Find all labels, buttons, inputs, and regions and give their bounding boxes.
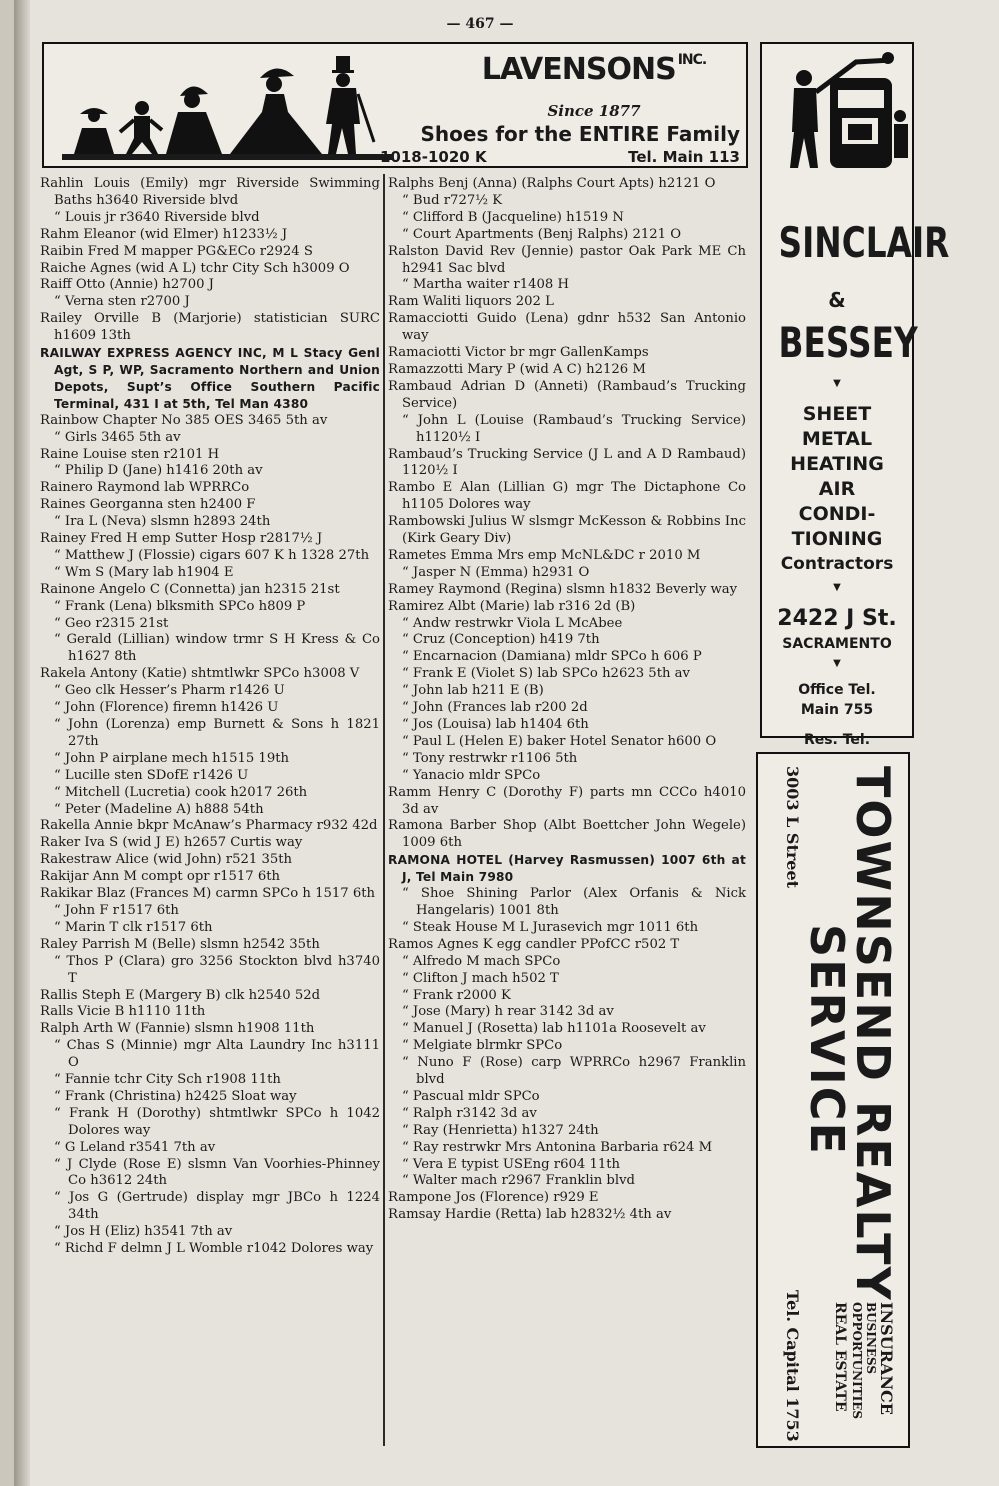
directory-entry: “ Paul L (Helen E) baker Hotel Senator h600 O <box>402 733 717 749</box>
directory-entry: Rambo E Alan (Lillian G) mgr The Dictaphone Co h1105 Dolores way <box>388 480 746 513</box>
directory-entry: Rakikar Blaz (Frances M) carmn SPCo h 1517 6th <box>40 886 376 902</box>
directory-entry: “ Ralph r3142 3d av <box>402 1105 537 1121</box>
address-line <box>380 148 740 166</box>
directory-entry: “ Thos P (Clara) gro 3256 Stockton blvd h3740 T <box>54 953 380 986</box>
directory-entry: “ Frank r2000 K <box>402 987 511 1003</box>
directory-entry: “ Jasper N (Emma) h2931 O <box>402 564 590 580</box>
directory-entry: “ Wm S (Mary lab h1904 E <box>54 564 234 580</box>
directory-entry: “ Mitchell (Lucretia) cook h2017 26th <box>54 784 308 800</box>
since-year: Since 1877 <box>547 102 641 120</box>
business-listing: RAILWAY EXPRESS AGENCY INC, M L Stacy Genl Agt, S P, WP, Sacramento Northern and Union Depots, Supt’s Office Southern Pacific Terminal, 431 I at 5th, Tel Man 4380 <box>40 346 380 411</box>
directory-entry: “ Encarnacion (Damiana) mldr SPCo h 606 P <box>402 649 702 665</box>
directory-entry: “ Nuno F (Rose) carp WPRRCo h2967 Franklin blvd <box>402 1055 746 1088</box>
directory-entry: Raibin Fred M mapper PG&ECo r2924 S <box>40 243 313 259</box>
directory-entry: Ram Waliti liquors 202 L <box>388 294 554 310</box>
office-phone-block <box>762 680 912 720</box>
directory-entry: “ Vera E typist USEng r604 11th <box>402 1156 621 1172</box>
real-estate-label: REAL ESTATE <box>832 1302 848 1412</box>
left-listing-column <box>40 176 380 1258</box>
page-number: — 467 — <box>446 16 514 32</box>
office-tel-number: Main 755 <box>800 702 874 718</box>
townsend-street: 3003 L Street <box>783 766 802 889</box>
directory-entry: Raine Louise sten r2101 H <box>40 446 220 462</box>
directory-entry: “ John (Frances lab r200 2d <box>402 700 588 716</box>
directory-entry: “ John (Lorenza) emp Burnett & Sons h 1821 27th <box>54 717 380 749</box>
lavensons-ad <box>42 42 748 168</box>
directory-entry: Rakijar Ann M compt opr r1517 6th <box>40 869 281 885</box>
column-divider <box>383 174 385 1446</box>
directory-entry: “ G Leland r3541 7th av <box>54 1139 216 1155</box>
directory-entry: “ Verna sten r2700 J <box>54 294 190 310</box>
directory-entry: Rambowski Julius W slsmgr McKesson & Robbins Inc (Kirk Geary Div) <box>388 514 746 547</box>
directory-entry: “ Alfredo M mach SPCo <box>402 953 561 969</box>
directory-entry: “ Martha waiter r1408 H <box>402 277 569 293</box>
directory-entry: “ Andw restrwkr Viola L McAbee <box>402 615 623 631</box>
res-tel-label: Res. Tel. <box>803 732 871 748</box>
directory-entry: Ramirez Albt (Marie) lab r316 2d (B) <box>388 598 636 614</box>
directory-entry: Ramaciotti Victor br mgr GallenKamps <box>388 345 649 361</box>
service-item: METAL <box>801 428 873 450</box>
directory-entry: Rakestraw Alice (wid John) r521 35th <box>40 852 293 868</box>
directory-entry: Rakella Annie bkpr McAnaw’s Pharmacy r932 42d <box>40 818 378 834</box>
right-listing-column <box>388 176 746 1224</box>
directory-entry: “ Girls 3465 5th av <box>54 429 181 445</box>
directory-entry: “ Jos G (Gertrude) display mgr JBCo h 1224 34th <box>54 1190 380 1223</box>
directory-entry: Ramona Barber Shop (Albt Boettcher John Wegele) 1009 6th <box>388 818 746 851</box>
directory-entry: “ Bud r727½ K <box>402 192 503 208</box>
directory-entry: Ralphs Benj (Anna) (Ralphs Court Apts) h2121 O <box>388 176 716 191</box>
opportunities-label: OPPORTUNITIES <box>850 1302 864 1420</box>
directory-entry: Rainone Angelo C (Connetta) jan h2315 21st <box>40 581 340 597</box>
brand-name: LAVENSONS <box>481 52 676 87</box>
triangle-marker: ▼ <box>833 378 841 389</box>
directory-entry: “ Clifford B (Jacqueline) h1519 N <box>402 209 624 225</box>
bessey-name: BESSEY <box>778 318 918 367</box>
office-tel-label: Office Tel. <box>798 682 876 698</box>
business-label: BUSINESS <box>864 1302 878 1375</box>
directory-entry: “ Fannie tchr City Sch r1908 11th <box>54 1072 281 1088</box>
directory-entry: Ralls Vicie B h1110 11th <box>40 1004 206 1020</box>
service-item: AIR <box>818 478 856 500</box>
directory-entry: “ Frank (Christina) h2425 Sloat way <box>54 1088 297 1104</box>
directory-entry: Rametes Emma Mrs emp McNL&DC r 2010 M <box>388 547 701 563</box>
service-item: TIONING <box>791 528 883 550</box>
directory-entry: Rallis Steph E (Margery B) clk h2540 52d <box>40 987 321 1003</box>
directory-entry: “ Manuel J (Rosetta) lab h1101a Roosevelt av <box>402 1021 706 1037</box>
directory-entry: “ Clifton J mach h502 T <box>402 970 559 986</box>
directory-entry: “ John lab h211 E (B) <box>402 683 544 699</box>
directory-entry: “ John L (Louise (Rambaud’s Trucking Service) h1120½ I <box>402 412 746 445</box>
directory-entry: Rahm Eleanor (wid Elmer) h1233½ J <box>40 226 288 242</box>
service-item: CONDI- <box>798 503 876 525</box>
store-phone: Tel. Main 113 <box>628 148 740 166</box>
directory-entry: “ Tony restrwkr r1106 5th <box>402 750 578 766</box>
insurance-label: INSURANCE <box>877 1302 896 1415</box>
directory-entry: Ralston David Rev (Jennie) pastor Oak Park ME Ch h2941 Sac blvd <box>388 243 746 276</box>
directory-entry: “ Marin T clk r1517 6th <box>54 919 213 935</box>
directory-entry: “ Philip D (Jane) h1416 20th av <box>54 463 263 479</box>
directory-entry: Ramsay Hardie (Retta) lab h2832½ 4th av <box>388 1207 672 1223</box>
sinclair-street: 2422 J St. <box>777 606 897 631</box>
directory-entry: “ Ray (Henrietta) h1327 24th <box>402 1122 599 1138</box>
directory-entry: Ramm Henry C (Dorothy F) parts mn CCCo h4010 3d av <box>388 784 746 817</box>
directory-entry: “ Cruz (Conception) h419 7th <box>402 632 600 648</box>
directory-entry: “ Geo r2315 21st <box>54 615 169 631</box>
directory-entry: “ Ira L (Neva) slsmn h2893 24th <box>54 514 271 530</box>
directory-entry: Ramey Raymond (Regina) slsmn h1832 Beverly way <box>388 581 738 597</box>
directory-entry: Ramacciotti Guido (Lena) gdnr h532 San Antonio way <box>388 311 746 344</box>
directory-entry: “ Gerald (Lillian) window trmr S H Kress & Co h1627 8th <box>54 632 380 665</box>
directory-entry: Raines Georganna sten h2400 F <box>40 497 256 513</box>
directory-entry: Rainero Raymond lab WPRRCo <box>40 480 250 496</box>
directory-entry: “ Steak House M L Jurasevich mgr 1011 6th <box>402 919 699 935</box>
directory-entry: “ Jose (Mary) h rear 3142 3d av <box>402 1004 614 1020</box>
townsend-service: SERVICE <box>800 924 854 1156</box>
tagline: Shoes for the ENTIRE Family <box>420 122 740 146</box>
ampersand: & <box>828 288 846 312</box>
directory-entry: Ramos Agnes K egg candler PPofCC r502 T <box>388 936 680 952</box>
sinclair-bessey-ad <box>760 42 950 748</box>
directory-entry: “ Walter mach r2967 Franklin blvd <box>402 1173 635 1189</box>
townsend-realty-ad <box>756 752 910 1448</box>
directory-entry: “ Chas S (Minnie) mgr Alta Laundry Inc h3111 O <box>54 1038 380 1071</box>
directory-entry: “ Jos H (Eliz) h3541 7th av <box>54 1224 233 1240</box>
directory-entry: Raiche Agnes (wid A L) tchr City Sch h3009 O <box>40 260 350 276</box>
directory-entry: Raiff Otto (Annie) h2700 J <box>40 277 214 293</box>
townsend-phone: Tel. Capital 1753 <box>783 1290 802 1442</box>
directory-entry: “ Geo clk Hesser’s Pharm r1426 U <box>54 683 285 699</box>
directory-entry: Rainey Fred H emp Sutter Hosp r2817½ J <box>40 531 323 547</box>
directory-entry: “ Shoe Shining Parlor (Alex Orfanis & Nick Hangelaris) 1001 8th <box>402 886 746 918</box>
directory-entry: “ Pascual mldr SPCo <box>402 1088 540 1104</box>
directory-entry: “ Matthew J (Flossie) cigars 607 K h 1328 27th <box>54 547 370 563</box>
sinclair-name: SINCLAIR <box>778 218 950 267</box>
directory-entry: “ J Clyde (Rose E) slsmn Van Voorhies-Phinney Co h3612 24th <box>54 1156 380 1189</box>
directory-entry: “ Lucille sten SDofE r1426 U <box>54 767 249 783</box>
directory-entry: “ Peter (Madeline A) h888 54th <box>54 801 264 817</box>
brand-suffix: INC. <box>677 52 707 68</box>
service-item: SHEET <box>802 403 872 425</box>
sinclair-city: SACRAMENTO <box>782 636 892 652</box>
directory-entry: “ Frank (Lena) blksmith SPCo h809 P <box>54 598 306 614</box>
directory-entry: “ Ray restrwkr Mrs Antonina Barbaria r624 M <box>402 1139 713 1155</box>
directory-entry: Ramazzotti Mary P (wid A C) h2126 M <box>388 361 646 377</box>
business-listing: RAMONA HOTEL (Harvey Rasmussen) 1007 6th at J, Tel Main 7980 <box>388 853 746 885</box>
family-silhouettes-illustration <box>62 50 392 166</box>
townsend-name: TOWNSEND REALTY <box>846 766 900 1302</box>
directory-entry: “ Court Apartments (Benj Ralphs) 2121 O <box>402 226 682 242</box>
directory-entry: “ John (Florence) firemn h1426 U <box>54 700 279 716</box>
lavensons-logo <box>444 52 744 94</box>
directory-entry: “ Melgiate blrmkr SPCo <box>402 1038 563 1054</box>
directory-entry: “ Jos (Louisa) lab h1404 6th <box>402 717 589 732</box>
directory-entry: “ Frank H (Dorothy) shtmtlwkr SPCo h 1042 Dolores way <box>54 1105 380 1138</box>
directory-entry: Rampone Jos (Florence) r929 E <box>388 1190 599 1206</box>
directory-entry: Rakela Antony (Katie) shtmtlwkr SPCo h3008 V <box>40 666 360 682</box>
directory-entry: Ralph Arth W (Fannie) slsmn h1908 11th <box>40 1021 315 1037</box>
directory-entry: “ Yanacio mldr SPCo <box>402 767 541 783</box>
triangle-marker: ▼ <box>833 658 841 669</box>
triangle-marker: ▼ <box>833 582 841 593</box>
directory-entry: “ Louis jr r3640 Riverside blvd <box>54 209 260 225</box>
directory-entry: Rainbow Chapter No 385 OES 3465 5th av <box>40 412 328 428</box>
service-item: HEATING <box>790 453 884 475</box>
directory-entry: Railey Orville B (Marjorie) statistician SURC h1609 13th <box>40 311 380 344</box>
page-gutter <box>14 0 30 1486</box>
furnace-workers-illustration <box>764 48 910 178</box>
directory-entry: “ Frank E (Violet S) lab SPCo h2623 5th av <box>402 666 690 682</box>
contractors-label: Contractors <box>780 554 894 574</box>
services-list <box>762 402 912 552</box>
directory-entry: “ John F r1517 6th <box>54 902 179 918</box>
store-address: 1018-1020 K <box>380 148 487 166</box>
directory-entry: Raker Iva S (wid J E) h2657 Curtis way <box>40 835 303 851</box>
directory-entry: “ John P airplane mech h1515 19th <box>54 750 289 766</box>
directory-entry: Rahlin Louis (Emily) mgr Riverside Swimming Baths h3640 Riverside blvd <box>40 176 380 208</box>
directory-entry: Rambaud’s Trucking Service (J L and A D Rambaud) 1120½ I <box>388 446 746 479</box>
directory-entry: Raley Parrish M (Belle) slsmn h2542 35th <box>40 936 320 952</box>
directory-entry: “ Richd F delmn J L Womble r1042 Dolores way <box>54 1241 374 1257</box>
directory-entry: Rambaud Adrian D (Anneti) (Rambaud’s Trucking Service) <box>388 378 746 411</box>
